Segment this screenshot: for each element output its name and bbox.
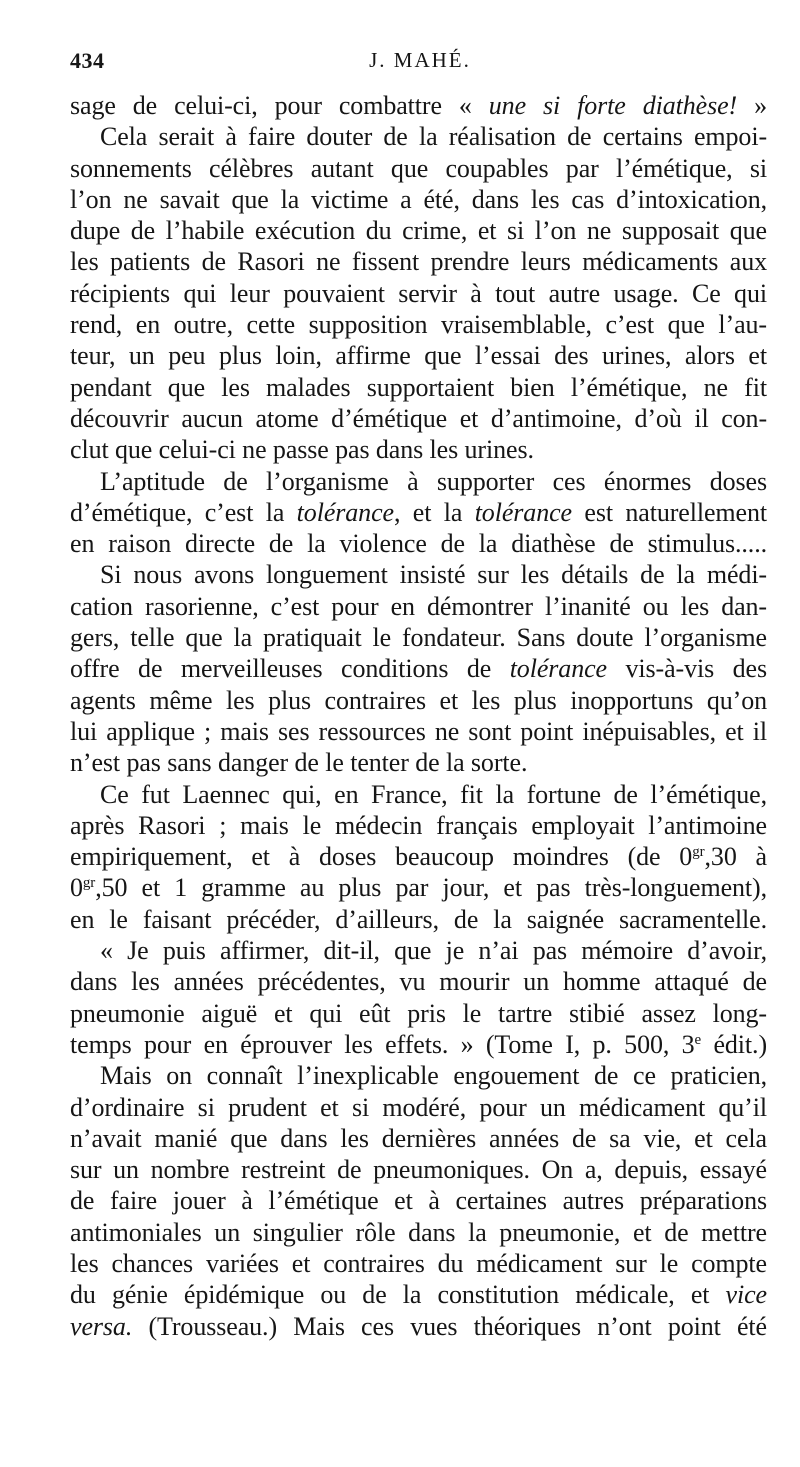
text-line <box>70 1092 767 1123</box>
text-segment: ,50 et 1 gramme au plus par jour, et pas très-longuement), <box>95 873 767 903</box>
text-segment: antimoniales un singulier rôle dans la pneumonie, et de mettre <box>70 1217 767 1247</box>
text-segment: offre de merveilleuses conditions de <box>70 654 510 684</box>
superscript: e <box>694 1031 702 1048</box>
text-segment: les chances variées et contraires du médicament sur le compte <box>70 1248 767 1278</box>
text-segment: découvrir aucun atome d’émétique et d’antimoine, d’où il con- <box>70 403 767 433</box>
text-segment: Mais on connaît l’inexplicable engouement de ce praticien, <box>100 1061 767 1091</box>
text-line <box>70 1185 767 1216</box>
text-line <box>70 1279 767 1310</box>
text-line <box>70 559 767 590</box>
text-segment: sage de celui-ci, pour combattre « <box>70 91 489 120</box>
superscript: gr <box>692 844 705 861</box>
text-segment: » <box>737 91 768 120</box>
text-line <box>70 1217 767 1248</box>
text-line <box>70 278 767 309</box>
text-line <box>70 1311 767 1342</box>
text-line <box>70 184 767 215</box>
text-segment: sonnements célèbres autant que coupables par l’émétique, si <box>70 153 767 183</box>
text-line <box>70 779 767 810</box>
text-line <box>70 1123 767 1154</box>
text-segment: clut que celui-ci ne passe pas dans les urines. <box>70 435 534 465</box>
text-segment: récipients qui leur pouvaient servir à tout autre usage. Ce qui <box>70 278 767 308</box>
text-segment: ,30 à <box>704 842 767 872</box>
text-line <box>70 434 767 465</box>
text-line <box>70 1248 767 1279</box>
text-line <box>70 872 767 903</box>
text-line <box>70 1029 767 1060</box>
text-line <box>70 372 767 403</box>
text-segment: lui applique ; mais ses ressources ne sont point inépuisables, et il <box>70 716 767 746</box>
text-segment: en raison directe de la violence de la diathèse de stimulus..... <box>70 529 767 559</box>
text-segment: n’avait manié que dans les dernières années de sa vie, et cela <box>70 1123 767 1153</box>
text-segment: dans les années précédentes, vu mourir un homme attaqué de <box>70 967 767 997</box>
text-line <box>70 246 767 277</box>
text-segment: « Je puis affirmer, dit-il, que je n’ai pas mémoire d’avoir, <box>100 936 767 966</box>
text-segment: du génie épidémique ou de la constitution médicale, et <box>70 1280 726 1310</box>
italic-text: tolérance <box>474 497 572 527</box>
text-segment: Ce fut Laennec qui, en France, fit la fortune de l’émétique, <box>100 779 767 809</box>
page-header <box>70 48 770 82</box>
text-segment: est naturellement <box>571 497 767 527</box>
text-segment: 0 <box>70 873 83 903</box>
italic-text: versa. <box>70 1311 133 1341</box>
text-segment: gers, telle que la pratiquait le fondateur. Sans doute l’organisme <box>70 623 767 653</box>
text-line <box>70 466 767 497</box>
text-segment: d’émétique, c’est la <box>70 497 297 527</box>
text-segment: , et la <box>393 497 475 527</box>
text-line <box>70 340 767 371</box>
text-line <box>70 153 767 184</box>
text-line <box>70 90 767 121</box>
text-line <box>70 121 767 152</box>
text-line <box>70 497 767 528</box>
text-line <box>70 1060 767 1091</box>
text-line <box>70 1154 767 1185</box>
text-segment: temps pour en éprouver les effets. » (Tome I, p. 500, 3 <box>70 1029 695 1059</box>
text-segment: de faire jouer à l’émétique et à certaines autres préparations <box>70 1186 767 1216</box>
text-segment: dupe de l’habile exécution du crime, et si l’on ne supposait que <box>70 216 767 246</box>
text-segment: en le faisant précéder, d’ailleurs, de la saignée sacramentelle. <box>70 904 767 934</box>
text-line <box>70 622 767 653</box>
running-title: J. MAHÉ. <box>369 48 471 72</box>
text-segment: n’est pas sans danger de le tenter de la sorte. <box>70 748 528 778</box>
text-line <box>70 309 767 340</box>
text-segment: édit.) <box>701 1029 767 1059</box>
text-line <box>70 403 767 434</box>
page-number: 434 <box>70 48 105 73</box>
text-segment: d’ordinaire si prudent et si modéré, pour un médicament qu’il <box>70 1092 767 1122</box>
text-line <box>70 810 767 841</box>
text-line <box>70 966 767 997</box>
text-segment: Si nous avons longuement insisté sur les détails de la médi- <box>100 560 767 590</box>
text-line <box>70 685 767 716</box>
text-segment: pneumonie aiguë et qui eût pris le tartre stibié assez long- <box>70 998 767 1028</box>
text-segment: rend, en outre, cette supposition vraisemblable, c’est que l’au- <box>70 310 767 340</box>
text-segment: les patients de Rasori ne fissent prendre leurs médicaments aux <box>70 247 767 277</box>
text-line <box>70 998 767 1029</box>
superscript: gr <box>82 875 96 892</box>
text-segment: empiriquement, et à doses beaucoup moindres (de 0 <box>70 842 693 872</box>
text-segment: teur, un peu plus loin, affirme que l’essai des urines, alors et <box>70 341 767 371</box>
body-text <box>70 90 767 1342</box>
text-segment: l’on ne savait que la victime a été, dans les cas d’intoxication, <box>70 184 767 214</box>
italic-text: tolérance <box>296 497 394 527</box>
text-line <box>70 653 767 684</box>
text-segment: vis-à-vis des <box>606 654 767 684</box>
text-segment: Cela serait à faire douter de la réalisation de certains empoi- <box>100 122 767 152</box>
text-line <box>70 841 767 872</box>
italic-text: vice <box>725 1280 767 1310</box>
text-line <box>70 591 767 622</box>
text-segment: sur un nombre restreint de pneumoniques. On a, depuis, essayé <box>70 1155 767 1185</box>
text-line <box>70 935 767 966</box>
text-line <box>70 528 767 559</box>
text-line <box>70 215 767 246</box>
italic-text: tolérance <box>509 654 607 684</box>
text-segment: L’aptitude de l’organisme à supporter ces énormes doses <box>100 466 767 496</box>
text-line <box>70 747 767 778</box>
text-segment: pendant que les malades supportaient bien l’émétique, ne fit <box>70 372 767 402</box>
text-segment: après Rasori ; mais le médecin français employait l’antimoine <box>70 810 767 840</box>
text-line <box>70 904 767 935</box>
text-segment: (Trousseau.) Mais ces vues théoriques n’ont point été <box>132 1311 767 1341</box>
text-segment: cation rasorienne, c’est pour en démontrer l’inanité ou les dan- <box>70 591 767 621</box>
italic-text: une si forte diathèse! <box>488 91 738 120</box>
text-line <box>70 716 767 747</box>
text-segment: agents même les plus contraires et les plus inopportuns qu’on <box>70 685 767 715</box>
